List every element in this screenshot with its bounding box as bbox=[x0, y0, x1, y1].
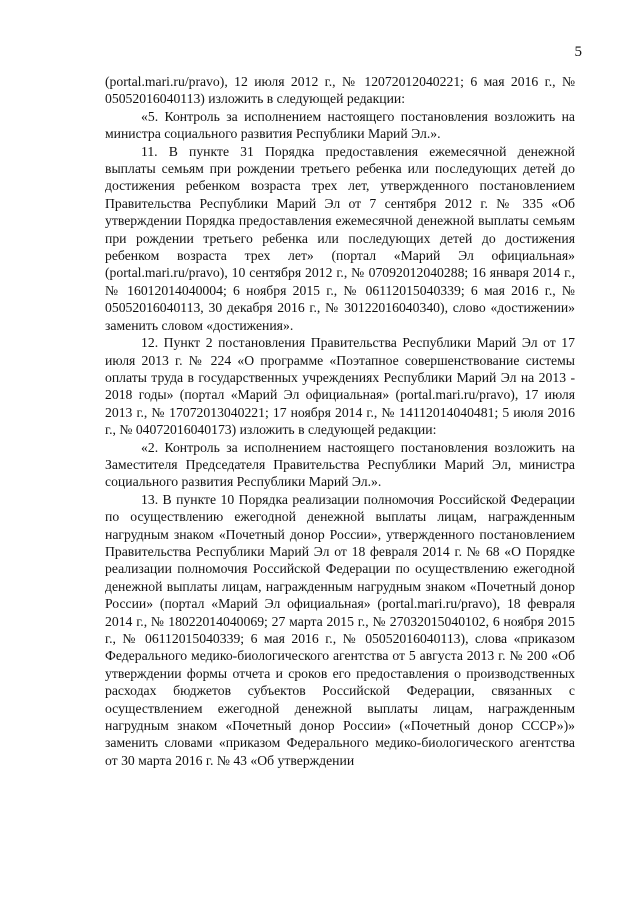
paragraph-continuation: (portal.mari.ru/pravo), 12 июля 2012 г., № 12072012040221; 6 мая 2016 г., № 05052016040113) изложить в следующей редакции: bbox=[105, 74, 575, 107]
paragraph-quote-control-2: «2. Контроль за исполнением настоящего постановления возложить на Заместителя Председателя Правительства Республики Марий Эл, министра социального развития Республики Марий Эл.». bbox=[105, 439, 575, 490]
page-number: 5 bbox=[574, 44, 582, 60]
paragraph-item-13: 13. В пункте 10 Порядка реализации полномочия Российской Федерации по осуществлению ежегодной денежной выплаты лицам, награжденным нагрудным знаком «Почетный донор России», утвержденного постановлением Правительства Республики Марий Эл от 18 февраля 2014 г. № 68 «О Порядке реализации полномочия Российской Федерации по осуществлению ежегодной денежной выплаты лицам, награжденным нагрудным знаком «Почетный донор России» (портал «Марий Эл официальная» (portal.mari.ru/pravo), 18 февраля 2014 г., № 18022014040069; 27 марта 2015 г., № 27032015040102, 6 ноября 2015 г., № 06112015040339; 6 мая 2016 г., № 05052016040113), слова «приказом Федерального медико-биологического агентства от 5 августа 2013 г. № 200 «Об утверждении формы отчета и сроков его предоставления о производственных расходах бюджетов субъектов Российской Федерации, связанных с осуществлением ежегодной денежной выплаты лицам, награжденным нагрудным знаком «Почетный донор России» («Почетный донор СССР»)» заменить словами «приказом Федерального медико-биологического агентства от 30 марта 2016 г. № 43 «Об утверждении bbox=[105, 491, 575, 768]
paragraph-item-11: 11. В пункте 31 Порядка предоставления ежемесячной денежной выплаты семьям при рождении третьего ребенка или последующих детей до достижения ребенком возраста трех лет, утвержденного постановлением Правительства Республики Марий Эл от 7 сентября 2012 г. № 335 «Об утверждении Порядка предоставления ежемесячной денежной выплаты семьям при рождении третьего ребенка или последующих детей до достижения ребенком возраста трех лет» (портал «Марий Эл официальная» (portal.mari.ru/pravo), 10 сентября 2012 г., № 07092012040288; 16 января 2014 г., № 16012014040004; 6 ноября 2015 г., № 06112015040339; 6 мая 2016 г., № 05052016040113, 30 декабря 2016 г., № 30122016040340), слово «достижении» заменить словом «достижения». bbox=[105, 143, 575, 333]
paragraph-item-12: 12. Пункт 2 постановления Правительства Республики Марий Эл от 17 июля 2013 г. № 224 «О программе «Поэтапное совершенствование системы оплаты труда в государственных учреждениях Республики Марий Эл на 2013 - 2018 годы» (портал «Марий Эл официальная» (portal.mari.ru/pravo), 17 июля 2013 г., № 17072013040221; 17 ноября 2014 г., № 14112014040481; 5 июля 2016 г., № 04072016040173) изложить в следующей редакции: bbox=[105, 335, 575, 438]
paragraph-quote-control-5: «5. Контроль за исполнением настоящего постановления возложить на министра социального развития Республики Марий Эл.». bbox=[105, 108, 575, 142]
document-body bbox=[105, 73, 575, 769]
